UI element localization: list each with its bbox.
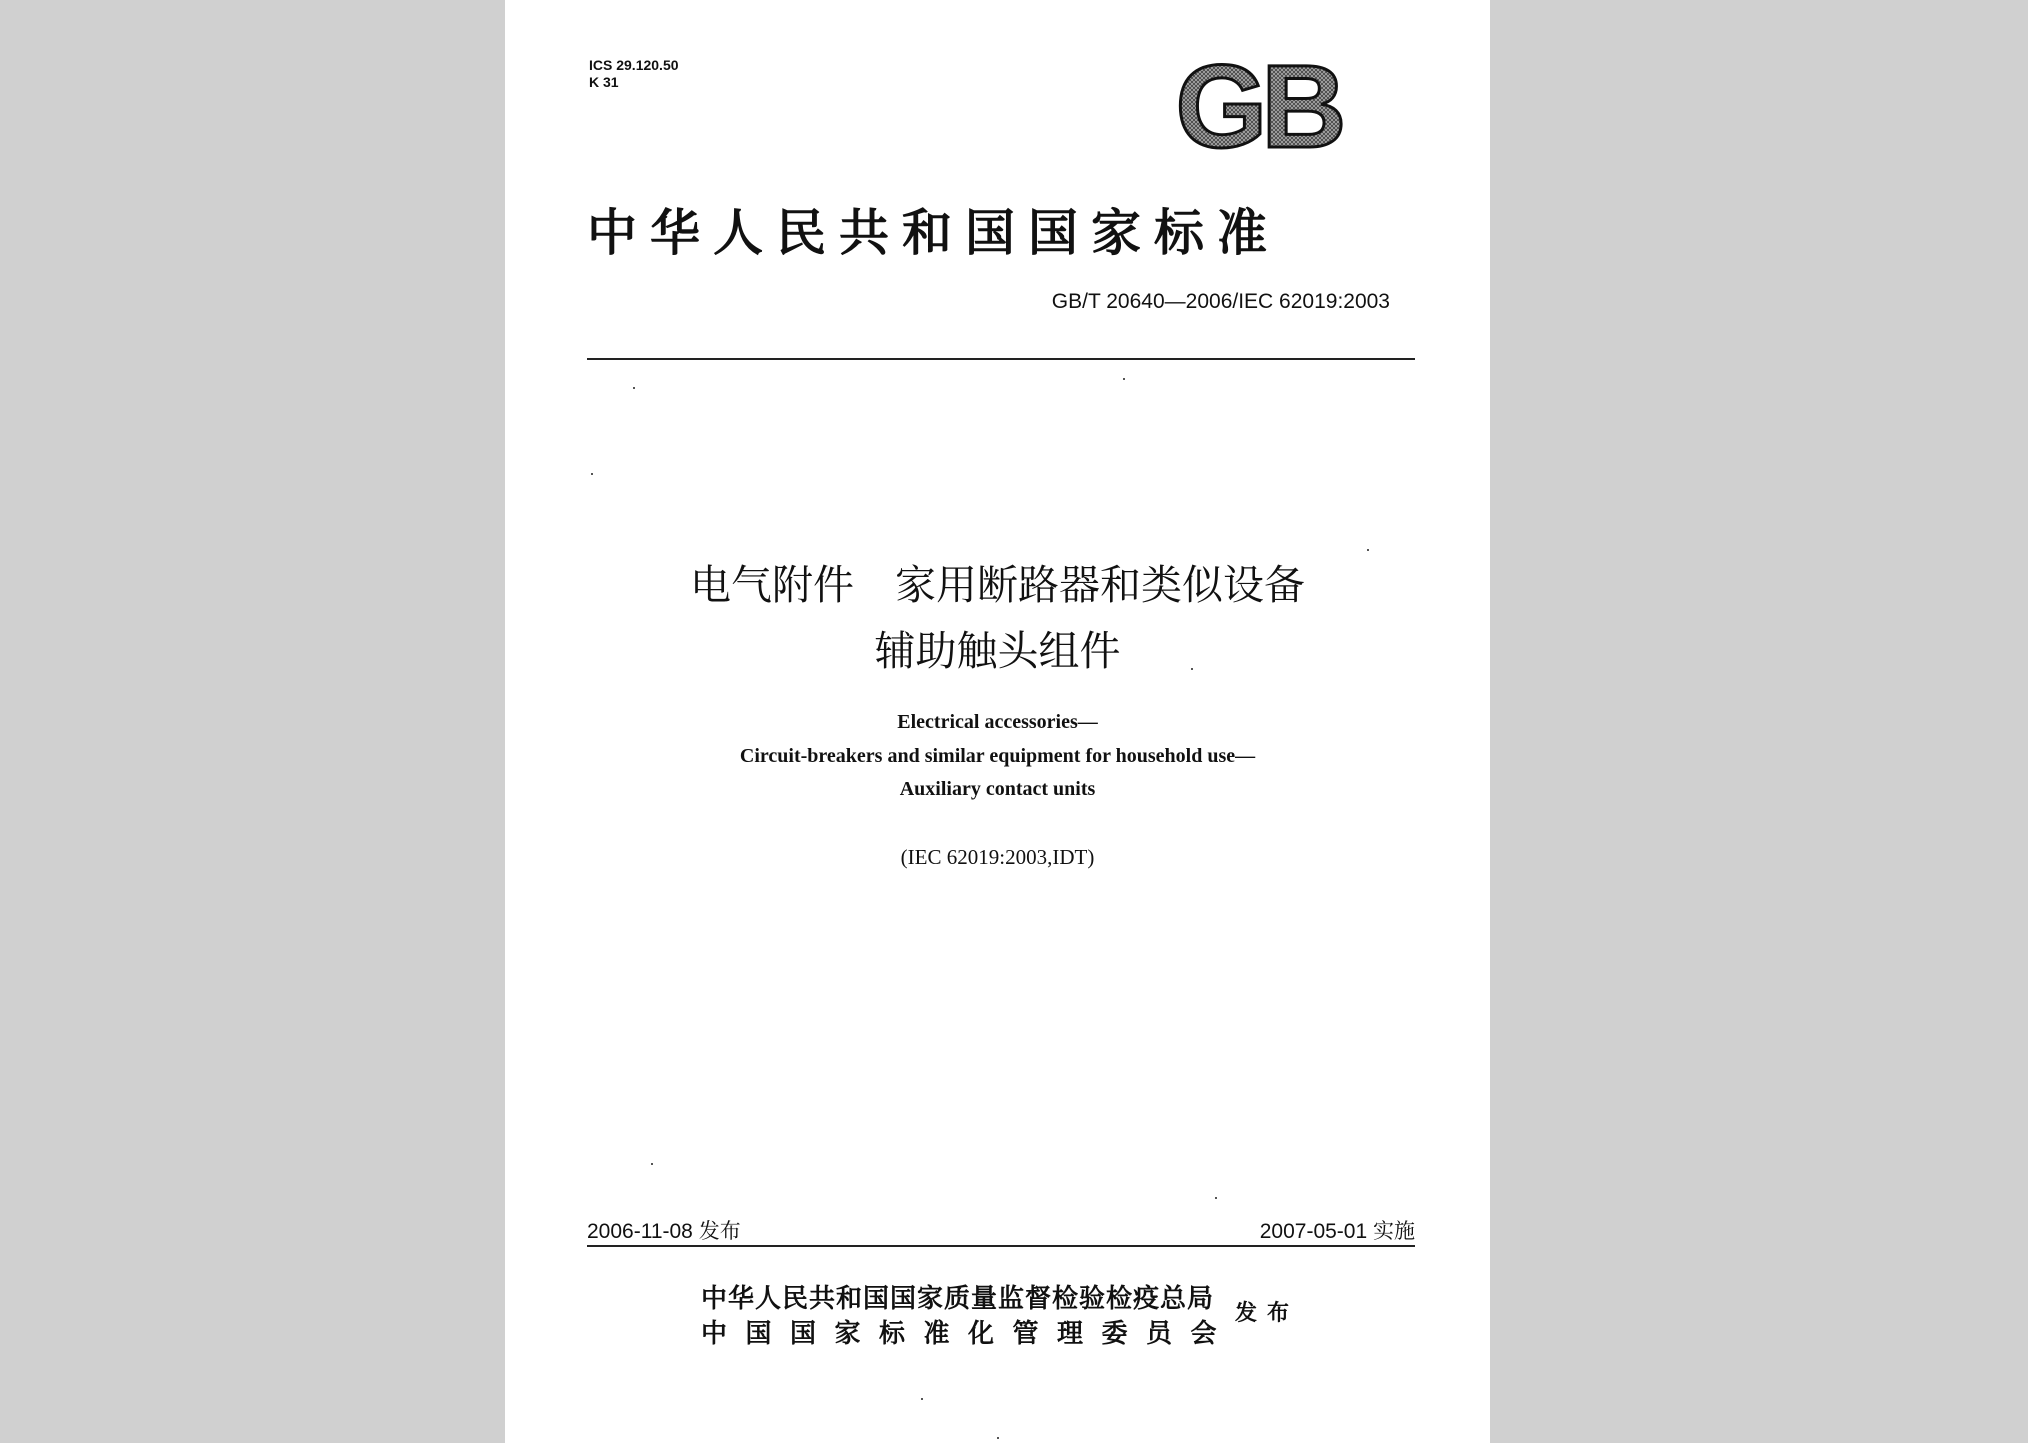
document-page bbox=[505, 0, 1490, 1443]
gb-logo-graphic bbox=[1159, 57, 1357, 161]
scan-speck bbox=[651, 1163, 653, 1165]
gb-logo bbox=[1159, 57, 1357, 161]
scan-speck bbox=[1367, 549, 1369, 551]
chinese-title-line-1: 电气附件 家用断路器和类似设备 bbox=[690, 561, 1305, 609]
english-title-line-3: Auxiliary contact units bbox=[899, 778, 1096, 800]
chinese-title-line-2: 辅助触头组件 bbox=[874, 627, 1121, 675]
english-title-line-1: Electrical accessories— bbox=[897, 711, 1098, 733]
issuer-sac: 中国国家标准化管理委员会 bbox=[701, 1319, 1236, 1349]
top-divider bbox=[587, 358, 1415, 360]
scan-speck bbox=[921, 1398, 923, 1400]
scan-speck bbox=[1123, 378, 1125, 380]
scan-speck bbox=[591, 473, 593, 475]
implementation-date: 2007-05-01 实施 bbox=[1259, 1220, 1415, 1243]
issuer-aqsiq: 中华人民共和国国家质量监督检验检疫总局 bbox=[701, 1284, 1215, 1314]
ics-code: ICS 29.120.50 bbox=[589, 57, 679, 73]
scan-speck bbox=[633, 387, 635, 389]
issue-verb: 发布 bbox=[1235, 1300, 1300, 1326]
ccs-code: K 31 bbox=[589, 74, 619, 90]
standard-number: GB/T 20640—2006/IEC 62019:2003 bbox=[1051, 290, 1390, 313]
bottom-divider bbox=[587, 1245, 1415, 1247]
english-title-line-2: Circuit-breakers and similar equipment for household use— bbox=[739, 745, 1256, 767]
issue-date: 2006-11-08 发布 bbox=[587, 1220, 741, 1243]
gb-logo-text: GB bbox=[1175, 57, 1341, 161]
scan-speck bbox=[1191, 668, 1193, 670]
scan-speck bbox=[997, 1437, 999, 1439]
scan-speck bbox=[1215, 1197, 1217, 1199]
classification-codes bbox=[589, 57, 679, 91]
equivalence-note: (IEC 62019:2003,IDT) bbox=[900, 845, 1095, 869]
national-standard-title: 中华人民共和国国家标准 bbox=[587, 203, 1280, 262]
